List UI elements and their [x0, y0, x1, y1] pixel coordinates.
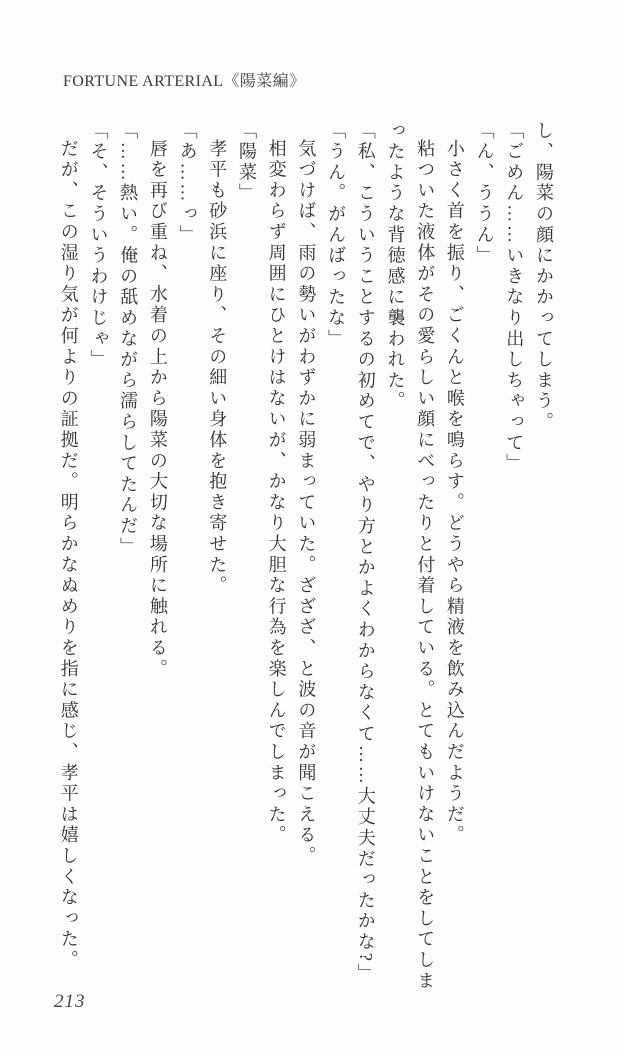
- text-line: 「あ……っ」: [177, 121, 198, 246]
- body-text: [53, 121, 558, 1001]
- text-line: 粘ついた液体がその愛らしい顔にべったりと付着している。とてもいけないことをしてしま: [415, 139, 436, 992]
- text-line: 「私、こういうことするの初めてで、やり方とかよくわからなくて……大丈夫だったかな?」: [355, 121, 376, 985]
- text-line: 小さく首を振り、ごくんと喉を鳴らす。どうやら精液を飲み込んだようだ。: [444, 139, 465, 847]
- text-line: 唇を再び重ね、水着の上から陽菜の大切な場所に触れる。: [147, 139, 168, 680]
- text-line: ったような背徳感に襲われた。: [385, 121, 406, 413]
- text-line: 相変わらず周囲にひとけはないが、かなり大胆な行為を楽しんでしまった。: [266, 139, 287, 847]
- text-line: 「ごめん……いきなり出しちゃって」: [504, 121, 525, 475]
- running-header: FORTUNE ARTERIAL《陽菜編》: [63, 73, 306, 90]
- text-line: 孝平も砂浜に座り、その細い身体を抱き寄せた。: [207, 139, 228, 597]
- text-line: 「……熱い。俺の舐めながら濡らしてたんだ」: [118, 121, 139, 558]
- text-line: 「ん、ううん」: [474, 121, 495, 267]
- page-number: 213: [54, 991, 86, 1012]
- text-line: 「陽菜」: [236, 121, 257, 205]
- text-line: し、陽菜の顔にかかってしまう。: [534, 121, 554, 433]
- text-line: 「うん。がんばったな」: [326, 121, 347, 350]
- text-line: 気づけば、雨の勢いがわずかに弱まっていた。ざざざ、と波の音が聞こえる。: [296, 139, 317, 867]
- text-line: 「そ、そういうわけじゃ」: [88, 121, 109, 371]
- text-line: だが、この湿り気が何よりの証拠だ。明らかなぬめりを指に感じ、孝平は嬉しくなった。: [58, 139, 79, 971]
